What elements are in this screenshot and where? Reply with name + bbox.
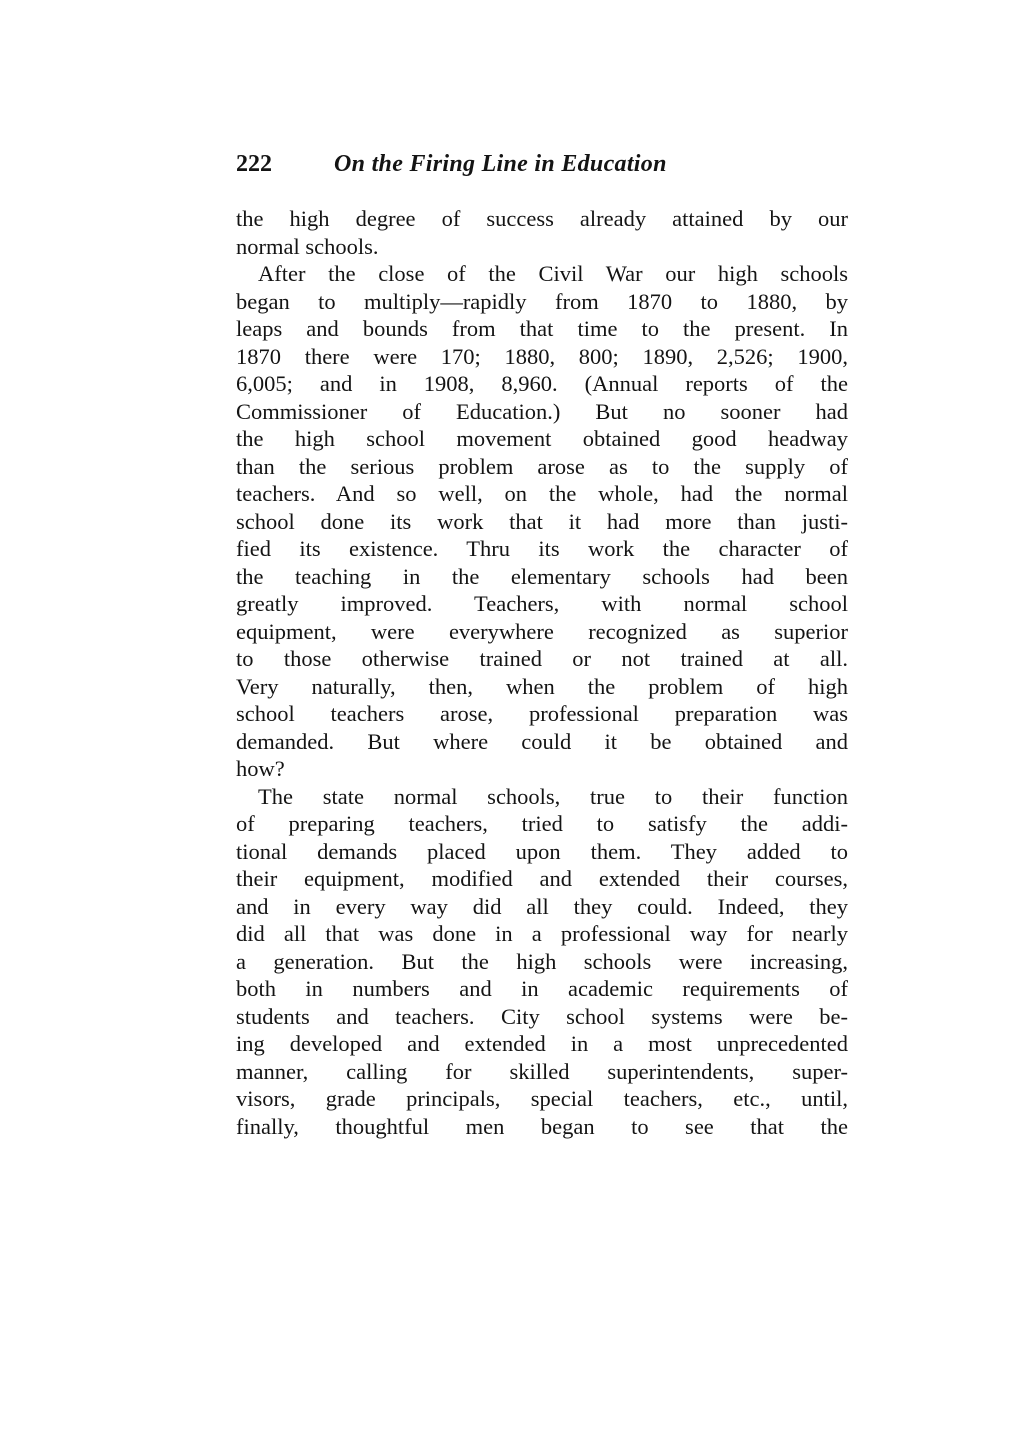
text-line: normal schools. bbox=[236, 233, 379, 259]
text-line: 1870 there were 170; 1880, 800; 1890, 2,526; 1900, bbox=[236, 343, 848, 369]
running-title: On the Firing Line in Education bbox=[334, 151, 667, 177]
text-line: 6,005; and in 1908, 8,960. (Annual reports of the bbox=[236, 371, 848, 396]
text-line: how? bbox=[236, 756, 285, 781]
text-line: to those otherwise trained or not trained at all. bbox=[236, 646, 848, 671]
text-line: After the close of the Civil War our high schools bbox=[258, 261, 848, 286]
text-line: equipment, were everywhere recognized as superior bbox=[236, 618, 848, 644]
text-line: fied its existence. Thru its work the character of bbox=[236, 536, 848, 561]
text-line: tional demands placed upon them. They added to bbox=[236, 838, 848, 864]
text-line: did all that was done in a professional way for nearly bbox=[236, 921, 848, 946]
text-line: ing developed and extended in a most unprecedented bbox=[236, 1031, 848, 1056]
text-line: The state normal schools, true to their function bbox=[258, 783, 848, 809]
text-line: school teachers arose, professional preparation was bbox=[236, 701, 848, 726]
text-line: greatly improved. Teachers, with normal school bbox=[236, 591, 848, 616]
text-line: both in numbers and in academic requirements of bbox=[236, 976, 848, 1001]
text-line: their equipment, modified and extended their courses, bbox=[236, 866, 848, 891]
text-line: began to multiply—rapidly from 1870 to 1880, by bbox=[236, 288, 848, 314]
text-line: Commissioner of Education.) But no sooner had bbox=[236, 398, 848, 424]
text-line: students and teachers. City school systems were be- bbox=[236, 1003, 848, 1029]
body-text bbox=[236, 205, 848, 1140]
page-number: 222 bbox=[236, 151, 272, 177]
text-line: finally, thoughtful men began to see that the bbox=[236, 1113, 848, 1139]
text-line: Very naturally, then, when the problem of high bbox=[236, 673, 848, 699]
text-line: leaps and bounds from that time to the present. In bbox=[236, 316, 848, 341]
text-line: and in every way did all they could. Indeed, they bbox=[236, 893, 848, 919]
text-line: manner, calling for skilled superintendents, super- bbox=[236, 1058, 848, 1084]
text-line: school done its work that it had more than justi- bbox=[236, 508, 848, 534]
text-line: a generation. But the high schools were increasing, bbox=[236, 948, 848, 974]
text-line: teachers. And so well, on the whole, had the normal bbox=[236, 481, 848, 506]
text-line: visors, grade principals, special teachers, etc., until, bbox=[236, 1086, 848, 1111]
text-line: the high degree of success already attained by our bbox=[236, 206, 848, 231]
text-line: than the serious problem arose as to the supply of bbox=[236, 453, 848, 479]
text-line: the high school movement obtained good headway bbox=[236, 426, 848, 451]
running-head bbox=[236, 146, 848, 182]
text-line: demanded. But where could it be obtained and bbox=[236, 728, 848, 754]
text-line: of preparing teachers, tried to satisfy the addi- bbox=[236, 811, 848, 836]
text-line: the teaching in the elementary schools had been bbox=[236, 563, 848, 589]
